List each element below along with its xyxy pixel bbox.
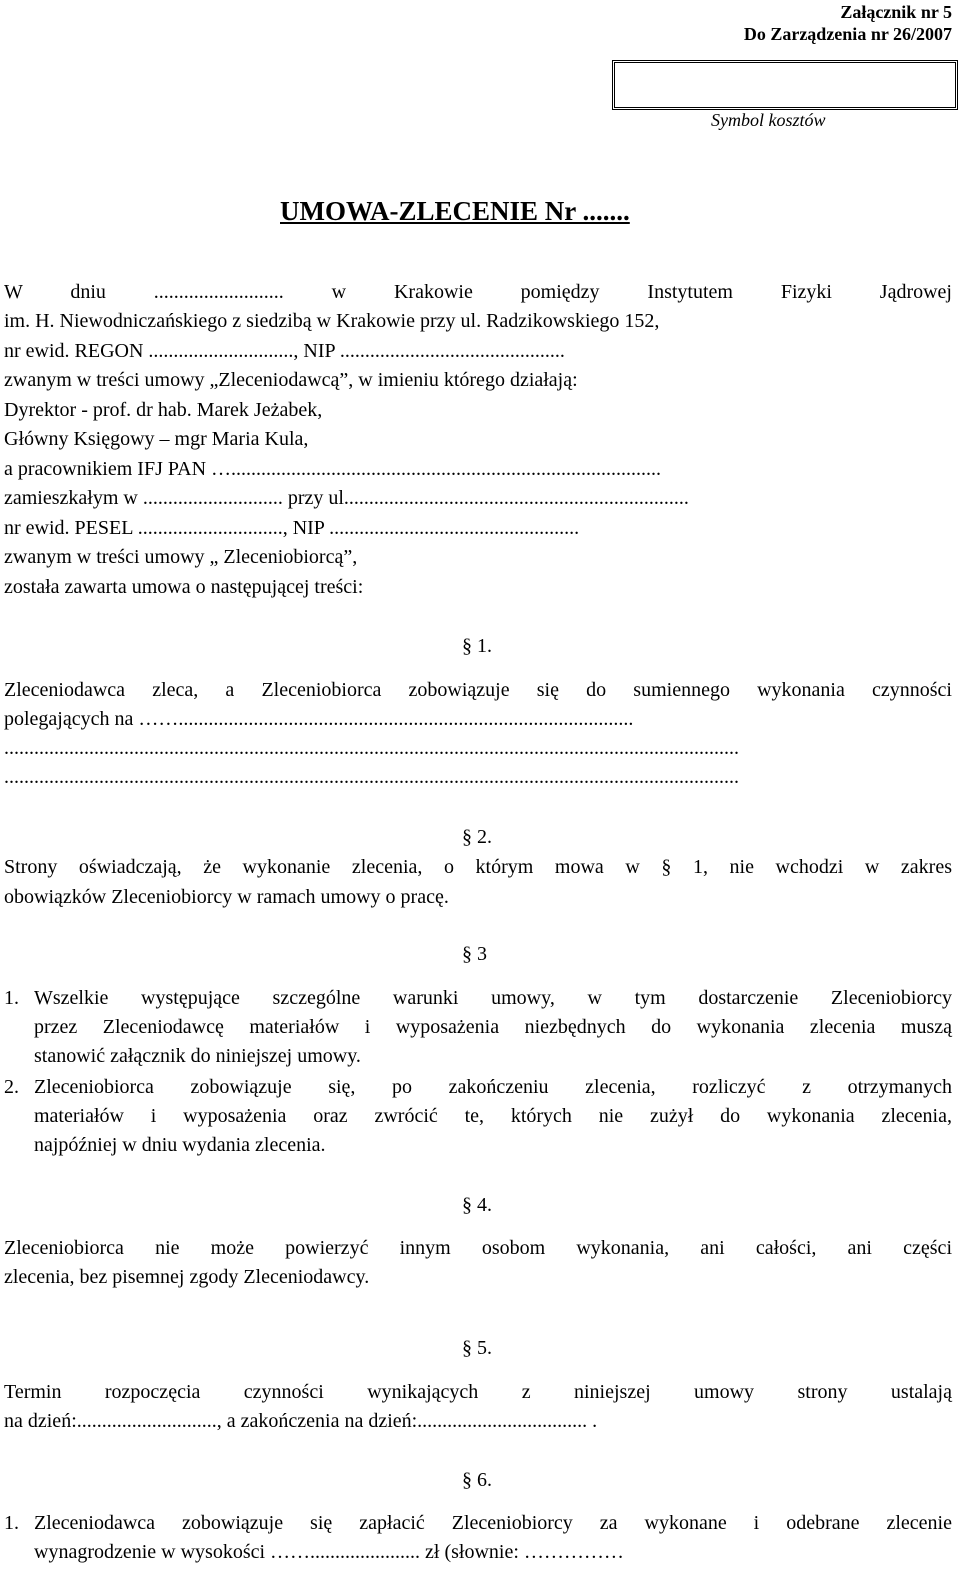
document-title: UMOWA-ZLECENIE Nr ....... (280, 196, 630, 226)
section-3-mark: § 3 (462, 943, 487, 965)
section-3-item-1-line-2: przez Zleceniodawcę materiałów i wyposażenia niezbędnych do wykonania zlecenia muszą (34, 1016, 952, 1038)
intro-line-11: została zawarta umowa o następującej treści: (4, 576, 364, 598)
intro-line-9: nr ewid. PESEL ............................., NIP .................................................. (4, 517, 580, 539)
section-4-line-1: Zleceniobiorca nie może powierzyć innym osobom wykonania, ani całości, ani części (4, 1237, 952, 1259)
section-6-line-1: Zleceniodawca zobowiązuje się zapłacić Zleceniobiorcy za wykonane i odebrane zlecenie (34, 1512, 952, 1534)
intro-line-10: zwanym w treści umowy „ Zleceniobiorcą”, (4, 546, 358, 568)
section-4-mark: § 4. (462, 1194, 492, 1216)
section-3-item-2-line-2: materiałów i wyposażenia oraz zwrócić te, których nie zużył do wykonania zlecenia, (34, 1105, 952, 1127)
intro-line-2: im. H. Niewodniczańskiego z siedzibą w Krakowie przy ul. Radzikowskiego 152, (4, 310, 660, 332)
section-3-item-2-line-3: najpóźniej w dniu wydania zlecenia. (34, 1134, 326, 1156)
section-1-line-3: ................................................................................................................................................... (4, 737, 739, 759)
section-1-line-4: ................................................................................................................................................... (4, 766, 739, 788)
section-3-item-2-number: 2. (4, 1076, 19, 1098)
section-3-item-1-line-1: Wszelkie występujące szczególne warunki umowy, w tym dostarczenie Zleceniobiorcy (34, 987, 952, 1009)
section-5-mark: § 5. (462, 1337, 492, 1359)
section-1-line-2: polegających na ……........................................................................................... (4, 708, 634, 730)
section-1-line-1: Zleceniodawca zleca, a Zleceniobiorca zobowiązuje się do sumiennego wykonania czynności (4, 679, 952, 701)
intro-line-5: Dyrektor - prof. dr hab. Marek Jeżabek, (4, 399, 323, 421)
section-4-line-2: zlecenia, bez pisemnej zgody Zleceniodawcy. (4, 1266, 370, 1288)
intro-line-4: zwanym w treści umowy „Zleceniodawcą”, w imieniu którego działają: (4, 369, 578, 391)
section-5-line-2: na dzień:............................, a zakończenia na dzień:.................................. . (4, 1410, 598, 1432)
intro-line-8: zamieszkałym w ............................ przy ul..................................................................... (4, 487, 689, 509)
intro-line-6: Główny Księgowy – mgr Maria Kula, (4, 428, 309, 450)
section-6-mark: § 6. (462, 1469, 492, 1491)
cost-symbol-box (612, 60, 958, 110)
section-1-mark: § 1. (462, 635, 492, 657)
section-3-item-2-line-1: Zleceniobiorca zobowiązuje się, po zakończeniu zlecenia, rozliczyć z otrzymanych (34, 1076, 952, 1098)
cost-symbol-label: Symbol kosztów (711, 110, 826, 130)
section-6-item-1-number: 1. (4, 1512, 19, 1534)
intro-line-3: nr ewid. REGON ............................., NIP ............................................. (4, 340, 565, 362)
section-2-mark: § 2. (462, 826, 492, 848)
attachment-number: Załącznik nr 5 (840, 2, 952, 22)
section-3-item-1-number: 1. (4, 987, 19, 1009)
intro-line-1: W dniu .......................... w Krakowie pomiędzy Instytutem Fizyki Jądrowej (4, 281, 952, 303)
ordinance-reference: Do Zarządzenia nr 26/2007 (743, 24, 952, 44)
section-2-line-1: Strony oświadczają, że wykonanie zlecenia, o którym mowa w § 1, nie wchodzi w zakres (4, 856, 952, 878)
section-6-line-2: wynagrodzenie w wysokości ……...................... zł (słownie: …………… (34, 1541, 624, 1563)
section-5-line-1: Termin rozpoczęcia czynności wynikających z niniejszej umowy strony ustalają (4, 1381, 952, 1403)
intro-line-7: a pracownikiem IFJ PAN …...................................................................................... (4, 458, 662, 480)
section-3-item-1-line-3: stanowić załącznik do niniejszej umowy. (34, 1045, 361, 1067)
section-2-line-2: obowiązków Zleceniobiorcy w ramach umowy o pracę. (4, 886, 449, 908)
